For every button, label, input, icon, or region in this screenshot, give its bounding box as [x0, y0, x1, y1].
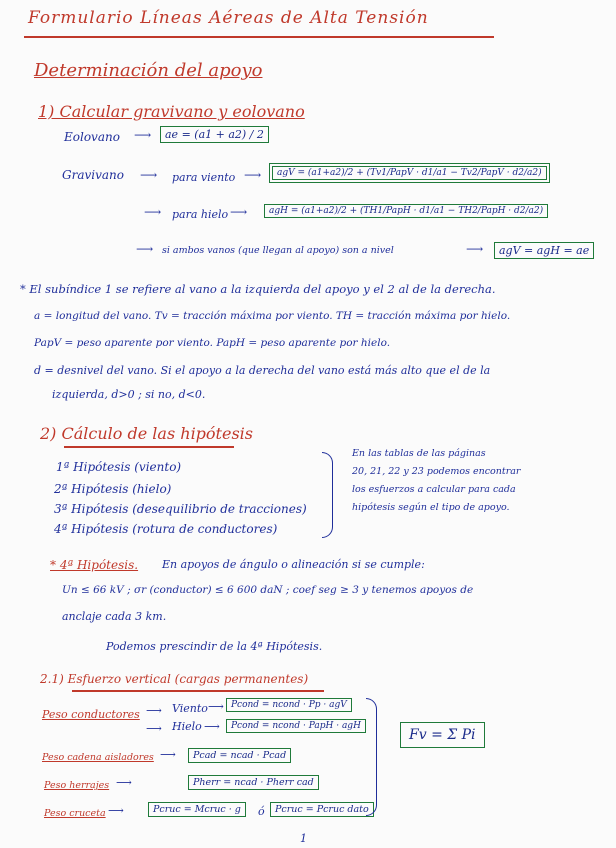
note-desnivel-2: izquierda, d>0 ; si no, d<0.	[52, 388, 206, 401]
arrow-icon: ⟶	[140, 168, 158, 182]
gravivano-label: Gravivano	[62, 168, 124, 182]
step21-heading: 2.1) Esfuerzo vertical (cargas permanentes)	[40, 672, 309, 686]
section-title: Determinación del apoyo	[34, 60, 263, 81]
header-underline	[24, 36, 494, 38]
peso-cruceta-formula-1: Pcruc = Mcruc · g	[148, 802, 246, 817]
peso-cruceta-label: Peso cruceta	[44, 808, 106, 819]
peso-herrajes-label: Peso herrajes	[44, 780, 110, 791]
nivel-label: si ambos vanos (que llegan al apoyo) son a nivel	[162, 245, 394, 256]
step1-heading: 1) Calcular gravivano y eolovano	[38, 102, 305, 121]
arrow-icon: ⟶	[230, 205, 248, 219]
arrow-icon: ⟶	[108, 804, 124, 817]
gravivano-hielo-formula: agH = (a1+a2)/2 + (TH1/PapH · d1/a1 − TH2/PapH · d2/a2)	[264, 204, 548, 218]
fv-total-formula: Fv = Σ Pi	[400, 722, 485, 748]
gravivano-viento-formula: agV = (a1+a2)/2 + (Tv1/PapV · d1/a1 − Tv2/PapV · d2/a2)	[272, 166, 547, 180]
peso-conductores-label: Peso conductores	[42, 708, 140, 721]
viento-label: para viento	[172, 171, 236, 184]
h4-title: * 4ª Hipótesis.	[50, 558, 139, 572]
arrow-icon: ⟶	[244, 168, 262, 182]
note-definitions-2: PapV = peso aparente por viento. PapH = peso aparente por hielo.	[34, 337, 391, 349]
arrow-icon: ⟶	[134, 128, 152, 142]
h4-line-4: Podemos prescindir de la 4ª Hipótesis.	[106, 640, 323, 653]
arrow-icon: ⟶	[466, 242, 484, 256]
viento-branch-label: Viento	[172, 702, 208, 715]
arrow-icon: ⟶	[146, 722, 162, 735]
loads-brace	[366, 698, 377, 816]
arrow-icon: ⟶	[208, 700, 224, 713]
side-note-4: hipótesis según el tipo de apoyo.	[352, 502, 510, 513]
side-note-1: En las tablas de las páginas	[352, 448, 486, 459]
page-header: Formulario Líneas Aéreas de Alta Tensión	[28, 8, 429, 28]
eolovano-label: Eolovano	[64, 130, 120, 144]
peso-cruceta-formula-2: Pcruc = Pcruc dato	[270, 802, 374, 817]
side-note-2: 20, 21, 22 y 23 podemos encontrar	[352, 466, 521, 477]
eolovano-formula: ae = (a1 + a2) / 2	[160, 126, 269, 143]
step2-heading: 2) Cálculo de las hipótesis	[40, 424, 253, 443]
arrow-icon: ⟶	[116, 776, 132, 789]
note-subindex: * El subíndice 1 se refiere al vano a la izquierda del apoyo y el 2 al de la derecha.	[20, 282, 496, 296]
peso-cond-hielo-formula: Pcond = ncond · PapH · agH	[226, 719, 366, 733]
page-number: 1	[300, 832, 307, 845]
h4-line-3: anclaje cada 3 km.	[62, 610, 167, 623]
peso-cond-viento-formula: Pcond = ncond · Pp · agV	[226, 698, 352, 712]
step2-underline	[64, 446, 234, 448]
arrow-icon: ⟶	[144, 205, 162, 219]
note-definitions-1: a = longitud del vano. Tv = tracción máxima por viento. TH = tracción máxima por hielo.	[34, 310, 511, 322]
hielo-branch-label: Hielo	[172, 720, 202, 733]
hypothesis-4: 4ª Hipótesis (rotura de conductores)	[54, 522, 278, 536]
peso-cadena-formula: Pcad = ncad · Pcad	[188, 748, 291, 763]
arrow-icon: ⟶	[136, 242, 154, 256]
hielo-label: para hielo	[172, 208, 229, 221]
arrow-icon: ⟶	[160, 748, 176, 761]
hypothesis-2: 2ª Hipótesis (hielo)	[54, 482, 172, 496]
side-note-3: los esfuerzos a calcular para cada	[352, 484, 516, 495]
note-desnivel-1: d = desnivel del vano. Si el apoyo a la derecha del vano está más alto que el de la	[34, 364, 491, 377]
hypothesis-1: 1ª Hipótesis (viento)	[56, 460, 182, 474]
hypothesis-3: 3ª Hipótesis (desequilibrio de tracciones)	[54, 502, 307, 516]
nivel-formula: agV = agH = ae	[494, 242, 594, 259]
step21-underline	[72, 690, 324, 692]
h4-line-1: En apoyos de ángulo o alineación si se cumple:	[162, 558, 425, 571]
h4-line-2: Un ≤ 66 kV ; σr (conductor) ≤ 6 600 daN ; coef seg ≥ 3 y tenemos apoyos de	[62, 584, 474, 596]
peso-cadena-label: Peso cadena aisladores	[42, 752, 154, 763]
peso-herrajes-formula: Pherr = ncad · Pherr cad	[188, 775, 319, 790]
arrow-icon: ⟶	[204, 720, 220, 733]
hypotheses-brace	[322, 452, 333, 538]
arrow-icon: ⟶	[146, 704, 162, 717]
or-label: ó	[258, 805, 265, 818]
